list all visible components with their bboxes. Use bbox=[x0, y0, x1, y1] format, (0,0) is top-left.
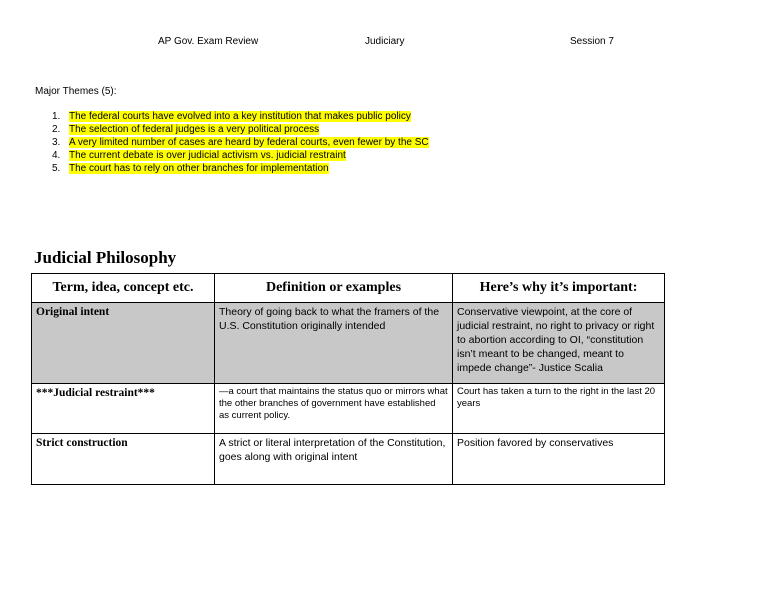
definition-cell: —a court that maintains the status quo or mirrors what the other branches of government have established as current policy. bbox=[215, 384, 453, 434]
importance-cell: Court has taken a turn to the right in the last 20 years bbox=[453, 384, 665, 434]
themes-label: Major Themes (5): bbox=[35, 86, 117, 97]
column-header: Term, idea, concept etc. bbox=[32, 274, 215, 303]
table-header-row bbox=[32, 274, 665, 303]
theme-item: 2. The selection of federal judges is a very political process bbox=[52, 124, 320, 135]
theme-item: 5. The court has to rely on other branches for implementation bbox=[52, 163, 329, 174]
importance-cell: Conservative viewpoint, at the core of judicial restraint, no right to privacy or right to abortion according to OI, “constitution isn’t meant to be changed, meant to impede change”- Justice Scalia bbox=[453, 303, 665, 384]
themes-list bbox=[52, 110, 429, 175]
term-cell: ***Judicial restraint*** bbox=[32, 384, 215, 434]
table-row bbox=[32, 434, 665, 485]
term-cell: Original intent bbox=[32, 303, 215, 384]
term-cell: Strict construction bbox=[32, 434, 215, 485]
table-row bbox=[32, 303, 665, 384]
column-header: Here’s why it’s important: bbox=[453, 274, 665, 303]
importance-cell: Position favored by conservatives bbox=[453, 434, 665, 485]
header-left: AP Gov. Exam Review bbox=[158, 36, 259, 47]
theme-item: 4. The current debate is over judicial activism vs. judicial restraint bbox=[52, 150, 346, 161]
theme-item: 3. A very limited number of cases are heard by federal courts, even fewer by the SC bbox=[52, 137, 429, 148]
header-center: Judiciary bbox=[365, 36, 405, 47]
theme-item: 1. The federal courts have evolved into a key institution that makes public policy bbox=[52, 111, 411, 122]
column-header: Definition or examples bbox=[215, 274, 453, 303]
table-row bbox=[32, 384, 665, 434]
philosophy-table bbox=[31, 273, 665, 485]
header-right: Session 7 bbox=[570, 36, 614, 47]
section-title: Judicial Philosophy bbox=[34, 248, 177, 267]
definition-cell: A strict or literal interpretation of the Constitution, goes along with original intent bbox=[215, 434, 453, 485]
definition-cell: Theory of going back to what the framers of the U.S. Constitution originally intended bbox=[215, 303, 453, 384]
